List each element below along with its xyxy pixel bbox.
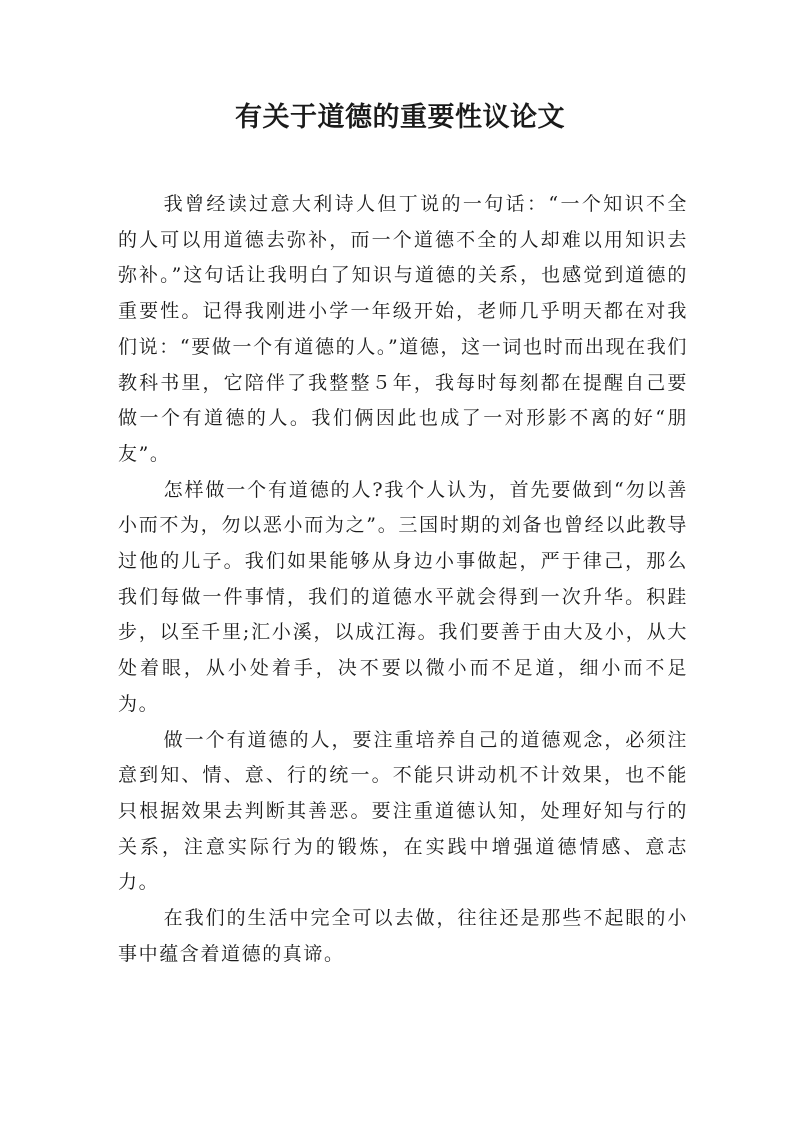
paragraph-4: 在我们的生活中完全可以去做，往往还是那些不起眼的小事中蕴含着道德的真谛。 xyxy=(118,907,688,965)
document-body xyxy=(118,187,688,972)
paragraph-3: 做一个有道德的人，要注重培养自己的道德观念，必须注意到知、情、意、行的统一。不能只讲动机不计效果，也不能只根据效果去判断其善恶。要注重道德认知，处理好知与行的关系，注意实际行为的锻炼，在实践中增强道德情感、意志力。 xyxy=(118,728,688,894)
paragraph-2: 怎样做一个有道德的人?我个人认为，首先要做到“勿以善小而不为，勿以恶小而为之”。三国时期的刘备也曾经以此教导过他的儿子。我们如果能够从身边小事做起，严于律己，那么我们每做一件事情，我们的道德水平就会得到一次升华。积跬步，以至千里;汇小溪，以成江海。我们要善于由大及小，从大处着眼，从小处着手，决不要以微小而不足道，细小而不足为。 xyxy=(118,478,688,715)
paragraph-1: 我曾经读过意大利诗人但丁说的一句话：“一个知识不全的人可以用道德去弥补，而一个道德不全的人却难以用知识去弥补。”这句话让我明白了知识与道德的关系，也感觉到道德的重要性。记得我刚进小学一年级开始，老师几乎明天都在对我们说：“要做一个有道德的人。”道德，这一词也时而出现在我们教科书里，它陪伴了我整整５年，我每时每刻都在提醒自己要做一个有道德的人。我们俩因此也成了一对形影不离的好“朋友”。 xyxy=(118,193,688,465)
document-title: 有关于道德的重要性议论文 xyxy=(235,102,565,133)
